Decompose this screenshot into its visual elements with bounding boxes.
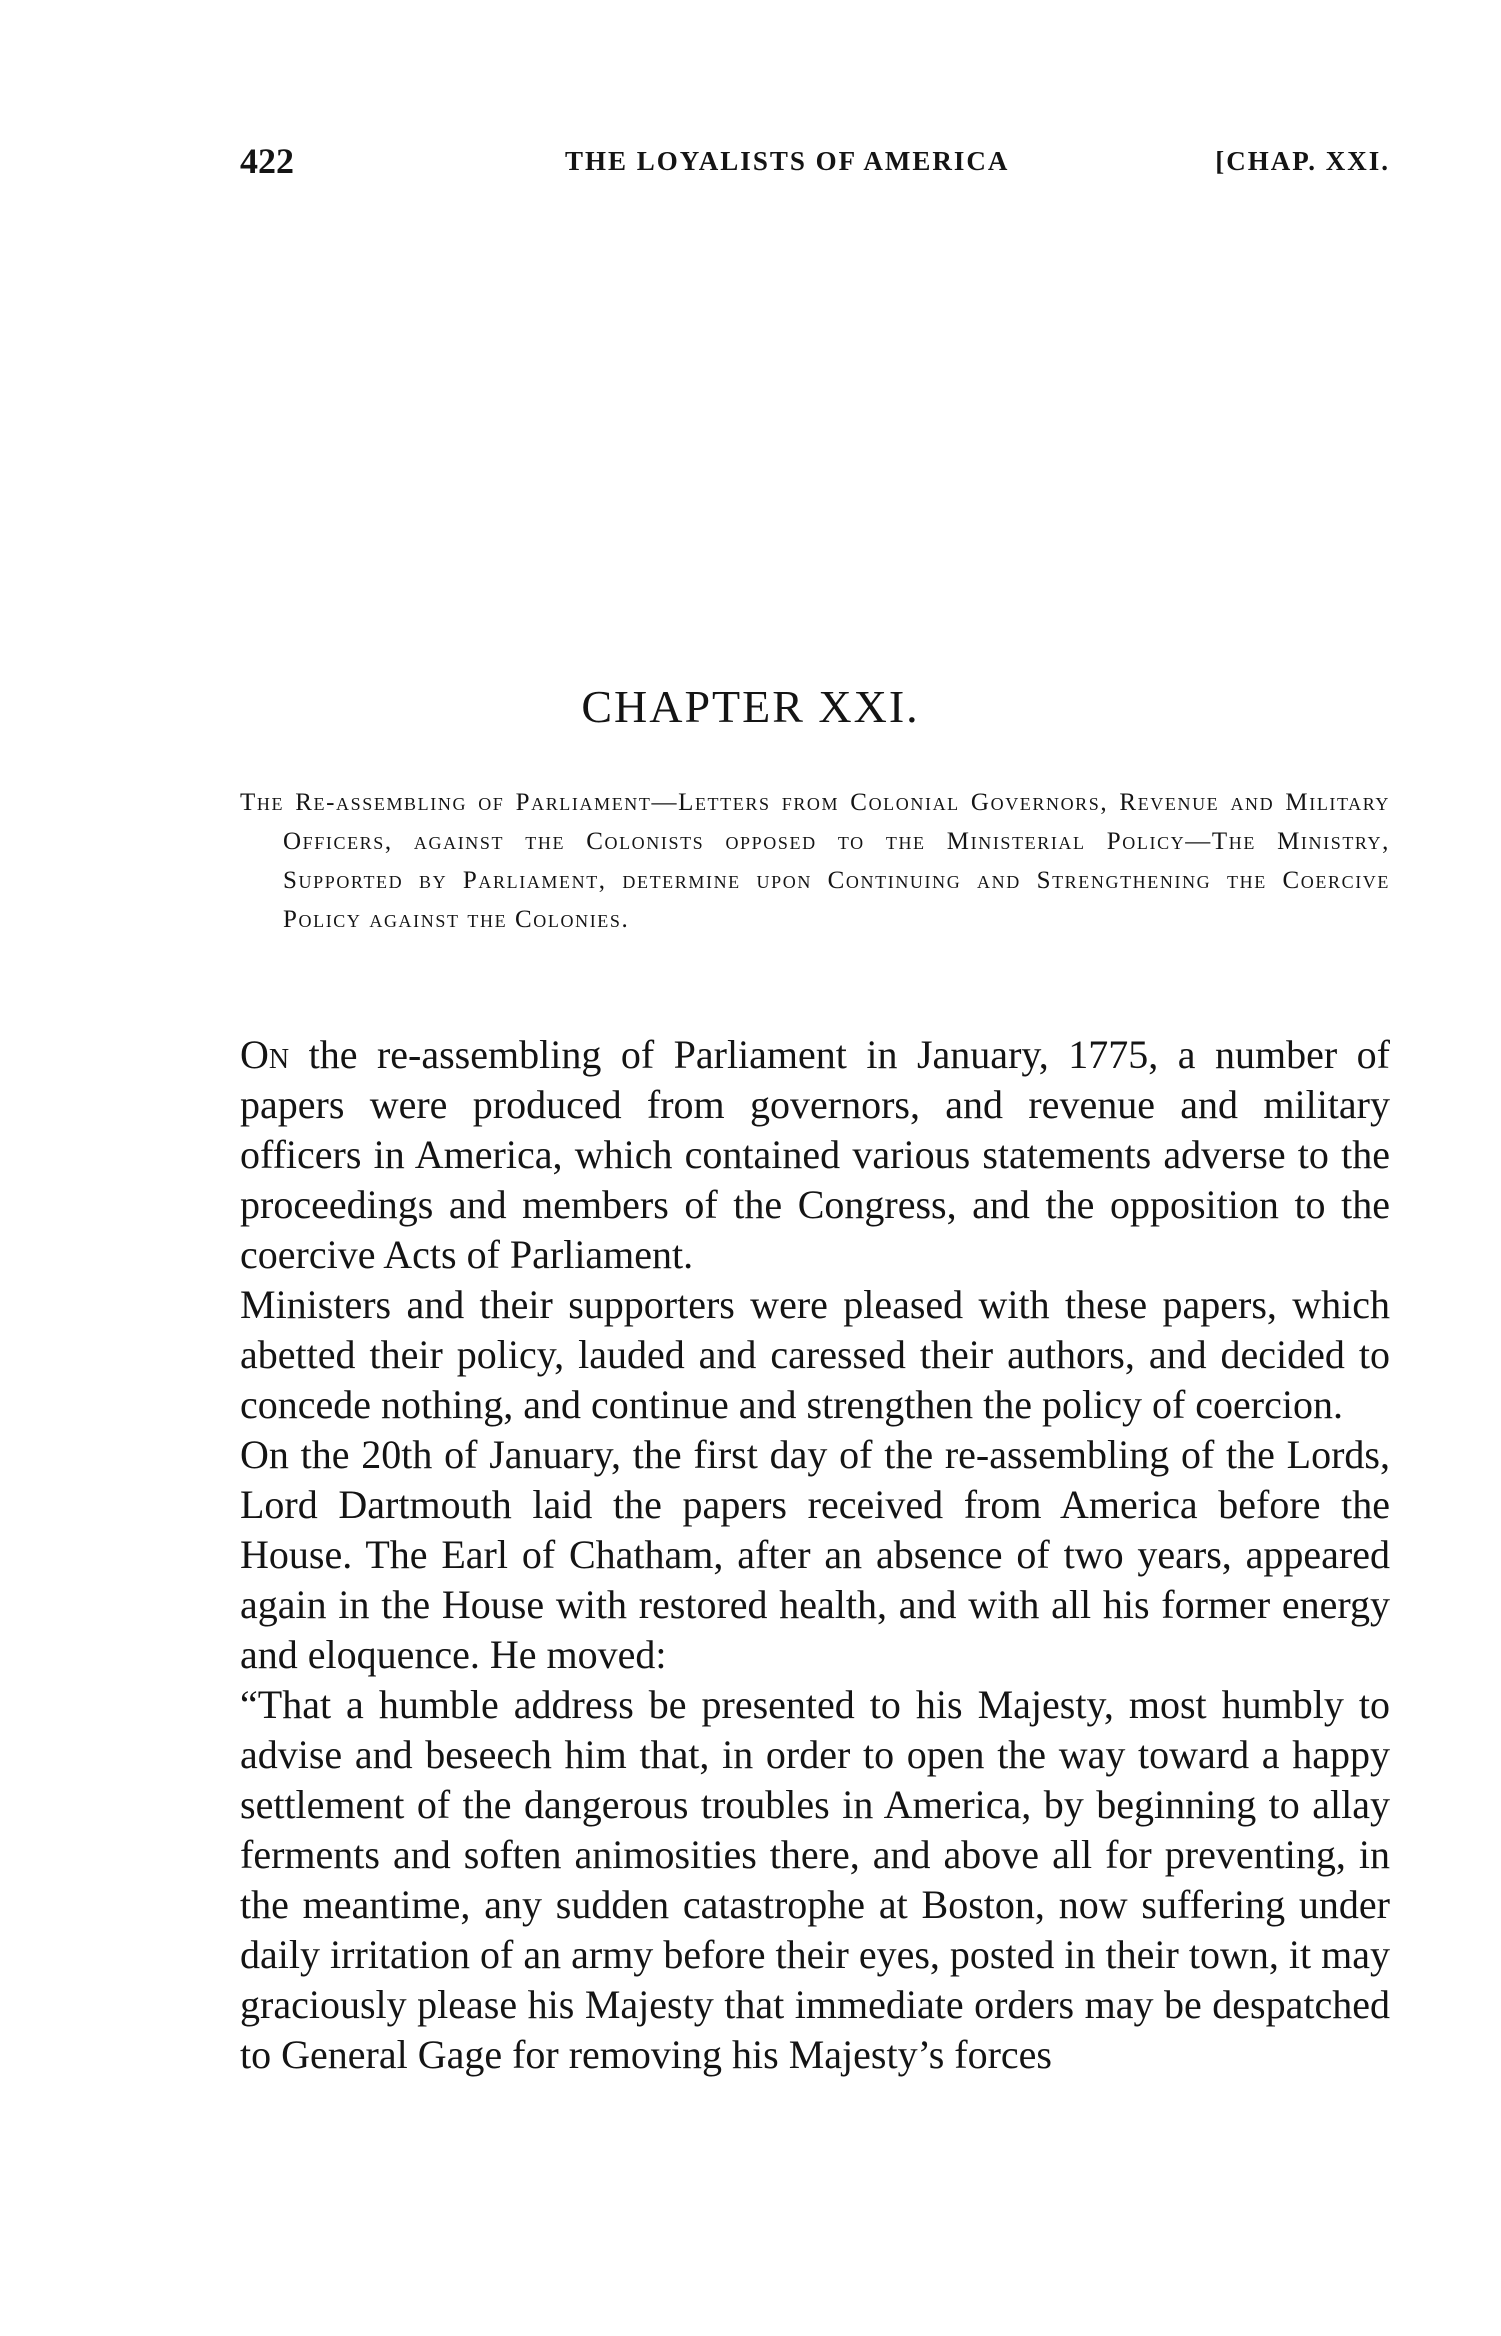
- running-header: [240, 140, 1390, 190]
- lead-word: On: [240, 1032, 290, 1077]
- chapter-title: CHAPTER XXI.: [581, 681, 920, 732]
- paragraph-2: Ministers and their supporters were pleased with these papers, which abetted their policy, lauded and caressed their authors, and decided to concede nothing, and continue and strengthen the policy of coercion.: [240, 1282, 1390, 1427]
- chapter-synopsis: The Re-assembling of Parliament—Letters from Colonial Governors, Revenue and Military Officers, against the Colonists opposed to the Ministerial Policy—The Ministry, Supported by Parliament, determine upon Continuing and Strengthening the Coercive Policy against the Colonies.: [240, 789, 1390, 933]
- body-text: [240, 1030, 1390, 2080]
- paragraph-1-text: the re-assembling of Parliament in January, 1775, a number of papers were produced from governors, and revenue and military officers in America, which contained various statements adverse to the proceedings and members of the Congress, and the opposition to the coercive Acts of Parliament.: [240, 1032, 1390, 1277]
- running-title: THE LOYALISTS OF AMERICA: [565, 146, 1010, 176]
- paragraph-4: “That a humble address be presented to his Majesty, most humbly to advise and beseech him that, in order to open the way toward a happy settlement of the dangerous troubles in America, by beginning to allay ferments and soften animosities there, and above all for preventing, in the meantime, any sudden catastrophe at Boston, now suffering under daily irritation of an army before their eyes, posted in their town, it may graciously please his Majesty that immediate orders may be despatched to General Gage for removing his Majesty’s forces: [240, 1682, 1390, 2077]
- paragraph-3: On the 20th of January, the first day of the re-assembling of the Lords, Lord Dartmouth laid the papers received from America before the House. The Earl of Chatham, after an absence of two years, appeared again in the House with restored health, and with all his former energy and eloquence. He moved:: [240, 1432, 1390, 1677]
- chapter-reference: [CHAP. XXI.: [1215, 146, 1390, 176]
- paragraph-1: [240, 1030, 1390, 1280]
- page-number: 422: [240, 141, 294, 181]
